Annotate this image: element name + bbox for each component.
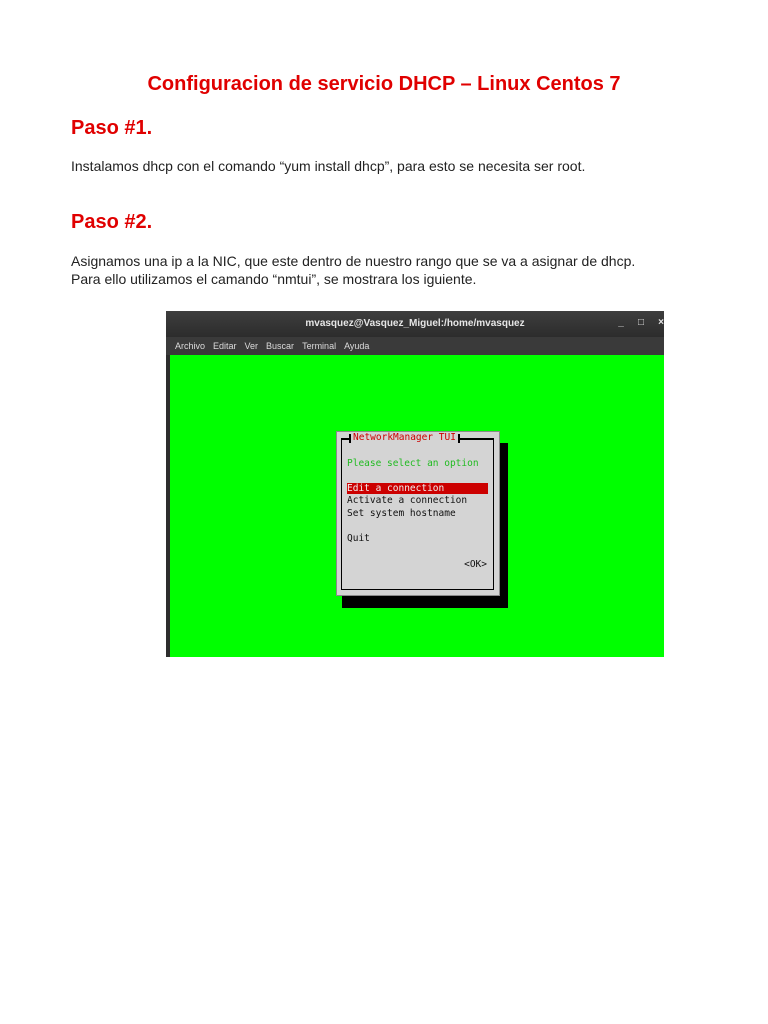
menu-terminal[interactable]: Terminal bbox=[302, 341, 337, 351]
menu-ayuda[interactable]: Ayuda bbox=[344, 341, 370, 351]
terminal-edge bbox=[166, 355, 170, 657]
minimize-icon[interactable]: _ bbox=[618, 317, 624, 328]
option-activate-connection[interactable]: Activate a connection bbox=[347, 495, 468, 506]
option-quit[interactable]: Quit bbox=[347, 533, 370, 544]
ok-button[interactable]: <OK> bbox=[464, 559, 487, 570]
option-edit-connection[interactable]: Edit a connection bbox=[347, 483, 488, 494]
terminal-titlebar bbox=[166, 311, 664, 337]
terminal-menubar bbox=[166, 337, 664, 355]
menu-editar[interactable]: Editar bbox=[213, 341, 237, 351]
menu-archivo[interactable]: Archivo bbox=[175, 341, 206, 351]
menu-buscar[interactable]: Buscar bbox=[266, 341, 295, 351]
step-1-heading: Paso #1. bbox=[71, 117, 153, 139]
step-1-text: Instalamos dhcp con el comando “yum install dhcp”, para esto se necesita ser root. bbox=[71, 158, 586, 174]
maximize-icon[interactable]: □ bbox=[637, 317, 645, 328]
dialog-title: NetworkManager TUI bbox=[349, 432, 460, 444]
menu-ver[interactable]: Ver bbox=[244, 341, 259, 351]
close-icon[interactable]: × bbox=[658, 317, 664, 328]
nmtui-dialog bbox=[336, 431, 500, 596]
dialog-prompt: Please select an option bbox=[347, 458, 479, 469]
step-2-heading: Paso #2. bbox=[71, 211, 153, 233]
terminal-screenshot bbox=[166, 311, 664, 657]
step-2-text-line-1: Asignamos una ip a la NIC, que este dentro de nuestro rango que se va a asignar de dhcp. bbox=[71, 253, 636, 269]
step-2-text-line-2: Para ello utilizamos el camando “nmtui”, se mostrara los iguiente. bbox=[71, 271, 477, 287]
document-title: Configuracion de servicio DHCP – Linux Centos 7 bbox=[147, 73, 621, 95]
option-set-hostname[interactable]: Set system hostname bbox=[347, 508, 456, 519]
terminal-window-title: mvasquez@Vasquez_Miguel:/home/mvasquez bbox=[305, 318, 525, 329]
